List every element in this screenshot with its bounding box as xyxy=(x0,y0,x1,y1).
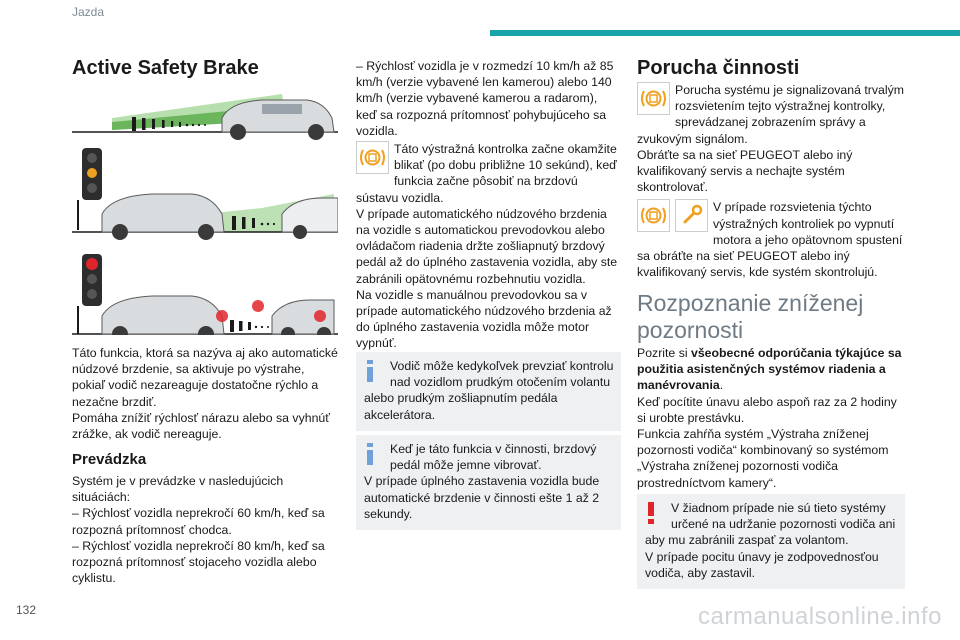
lamp-text xyxy=(356,141,621,206)
section-title: Active Safety Brake xyxy=(72,57,259,79)
fault2-text-b: motora a jeho opätovnom spustení sa obráťte na sieť PEUGEOT alebo iný kvalifikovaný servis, kde systém skontrolujú. xyxy=(637,232,903,280)
lamp-text-a: Táto výstražná kontrolka začne okamžite blikať (po dobu približne 10 sekúnd), keď xyxy=(394,142,617,173)
operation-intro: Systém je v prevádzke v nasledujúcich situáciách: xyxy=(72,474,284,505)
warning-note xyxy=(637,494,905,589)
fatigue-paragraph: Keď pocítite únavu alebo aspoň raz za 2 hodiny si urobte prestávku. xyxy=(637,394,897,425)
fault-text-a: Porucha systému je signalizovaná trvalým rozsvietením tejto výstražnej kontrolky, xyxy=(675,83,904,114)
operation-item-1: – Rýchlosť vozidla neprekročí 60 km/h, keď sa rozpozná prítomnosť chodca. xyxy=(72,506,325,537)
page-number: 132 xyxy=(16,603,37,617)
car-approach-diagram-2-icon xyxy=(72,194,338,240)
warning-text-c: V prípade pocitu únavy je zodpovednosťou vodiča, aby zastavil. xyxy=(645,549,879,580)
asb-illustration xyxy=(72,90,338,335)
fault2-paragraph xyxy=(637,199,905,280)
note-1-text-a: Vodič môže kedykoľvek prevziať kontrolu nad vozidlom prudkým otočením volantu xyxy=(390,359,614,390)
info-note-1 xyxy=(356,352,621,431)
combo-paragraph: Funkcia zahŕňa systém „Výstraha zníženej pozornosti vodiča“ kombinovaný so systémom „Výstraha zníženej pozornosti vodiča prostredníctvom kamery“. xyxy=(637,427,889,490)
traffic-light-icon xyxy=(78,148,102,230)
asb-warning-lamp-icon xyxy=(637,199,670,232)
info-mark-icon xyxy=(364,360,376,382)
reference-paragraph xyxy=(637,345,905,394)
note-2-text-a: Keď je táto funkcia v činnosti, brzdový pedál môže jemne vibrovať. xyxy=(390,442,597,473)
operation-item-3: – Rýchlosť vozidla je v rozmedzí 10 km/h až 85 km/h (verzie vybavené len kamerou) alebo 140 km/h (verzie vybavené kamerou a radarom), keď sa rozpozná prítomnosť pohybujúceho sa vozidla. xyxy=(356,59,614,138)
lamp-text-b: funkcia začne pôsobiť na brzdovú sústavu vozidla. xyxy=(356,174,578,205)
fault-title: Porucha činnosti xyxy=(637,57,800,79)
asb-warning-lamp-icon xyxy=(356,141,389,174)
attention-title: Rozpoznanie zníženej pozornosti xyxy=(637,290,864,343)
asb-warning-lamp-icon xyxy=(637,82,670,115)
watermark: carmanualsonline.info xyxy=(698,603,942,630)
intro-paragraph: Táto funkcia, ktorá sa nazýva aj ako automatické núdzové brzdenie, sa aktivuje po výstrahe, pokiaľ vodič nezareaguje dostatočne rýchlo a nezačne brzdiť. xyxy=(72,346,338,409)
warning-mark-icon xyxy=(645,502,657,524)
operation-item-2: – Rýchlosť vozidla neprekročí 80 km/h, keď sa rozpozná prítomnosť stojaceho vozidla alebo cyklistu. xyxy=(72,538,325,586)
car-brake-diagram-3-icon xyxy=(72,296,338,335)
fault-paragraph xyxy=(637,82,905,147)
lamp-paragraph xyxy=(356,141,621,206)
fault-text-b: sprevádzanej zobrazením správy a zvukovým signálom. xyxy=(637,115,866,146)
ref-bold: všeobecné odporúčania týkajúce sa použitia asistenčných systémov riadenia a manévrovania xyxy=(637,346,902,393)
warning-text-b: aby mu zabránili zaspať za volantom. xyxy=(645,533,849,548)
info-mark-icon xyxy=(364,443,376,465)
fault-contact: Obráťte sa na sieť PEUGEOT alebo iný kvalifikovaný servis a nechajte systém skontrolovať. xyxy=(637,147,853,195)
header-accent-bar xyxy=(490,30,960,36)
running-header: Jazda xyxy=(72,5,105,19)
warning-text-a: V žiadnom prípade nie sú tieto systémy určené na udržanie pozornosti vodiča ani xyxy=(671,501,896,532)
intro-paragraph-2: Pomáha znížiť rýchlosť nárazu alebo sa vyhnúť zrážke, ak vodič nereaguje. xyxy=(72,410,330,442)
service-wrench-icon xyxy=(675,199,708,232)
traffic-light-red-icon xyxy=(78,254,102,334)
asb-figure xyxy=(72,90,338,335)
manual-gearbox-paragraph: Na vozidle s manuálnou prevodovkou sa v prípade automatického núdzového brzdenia až do úplného zastavenia vozidla môže motor vypnúť. xyxy=(356,287,612,351)
ref-pre: Pozrite si xyxy=(637,346,691,360)
subsection-title: Prevádzka xyxy=(72,451,147,468)
info-note-2 xyxy=(356,435,621,530)
car-radar-diagram-1-icon xyxy=(72,94,338,140)
fault2-text-a: V prípade rozsvietenia týchto výstražných kontroliek po vypnutí xyxy=(713,200,895,231)
note-1-text-b: alebo prudkým zošliapnutím pedála akcelerátora. xyxy=(364,391,558,422)
note-2-text-b: V prípade úplného zastavenia vozidla bude automatické brzdenie v činnosti ešte 1 až 2 sekundy. xyxy=(364,474,600,521)
ref-post: . xyxy=(719,378,724,393)
automatic-gearbox-paragraph: V prípade automatického núdzového brzdenia na vozidle s automatickou prevodovkou alebo ovládačom riadenia držte zošliapnutý brzdový pedál až do úplného zastavenia vozidla, aby ste zabránili opätovnému rozbehnutiu vozidla. xyxy=(356,206,618,286)
